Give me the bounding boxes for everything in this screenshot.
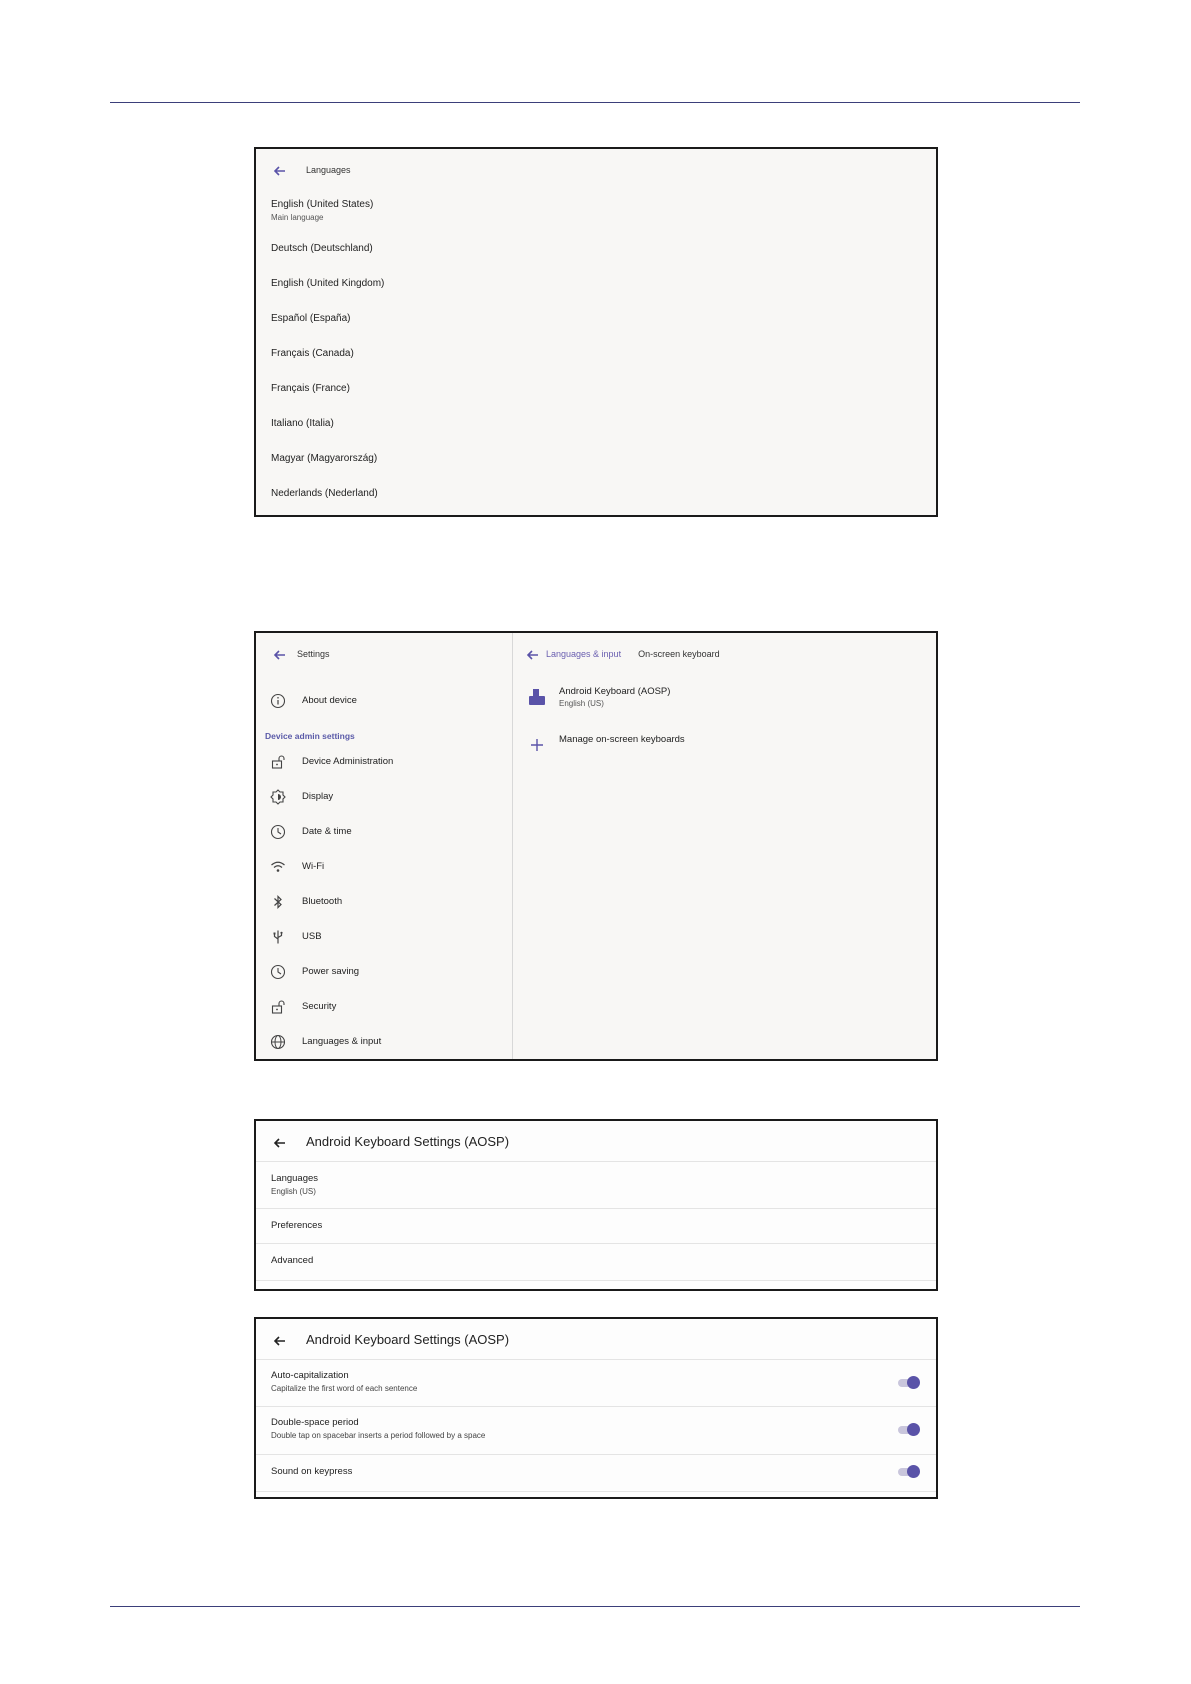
- usb-icon: [270, 929, 286, 945]
- keyboard-icon: [527, 687, 547, 707]
- sidebar-item-usb[interactable]: USB: [256, 923, 512, 953]
- keyboard-item[interactable]: Android Keyboard (AOSP) English (US): [513, 681, 936, 715]
- settings-sidebar: [256, 633, 513, 1059]
- clock-icon: [270, 964, 286, 980]
- settings-row-preferences[interactable]: Preferences: [256, 1208, 936, 1244]
- arrow-left-icon[interactable]: [523, 645, 543, 665]
- keyboard-preferences-screenshot: [254, 1317, 938, 1499]
- sidebar-item-date-time[interactable]: Date & time: [256, 818, 512, 848]
- language-list: [271, 199, 936, 517]
- keyboard-pane: [513, 633, 936, 1059]
- language-item[interactable]: Deutsch (Deutschland): [271, 243, 373, 254]
- manage-keyboards-item[interactable]: Manage on-screen keyboards: [513, 729, 936, 763]
- breadcrumb-current: On-screen keyboard: [638, 649, 720, 659]
- page-title: Languages: [306, 165, 351, 175]
- sidebar-item-bluetooth[interactable]: Bluetooth: [256, 888, 512, 918]
- bluetooth-icon: [270, 894, 286, 910]
- language-item[interactable]: Magyar (Magyarország): [271, 453, 378, 464]
- language-item[interactable]: Français (Canada): [271, 348, 354, 359]
- top-rule: [110, 102, 1080, 103]
- settings-screenshot: [254, 631, 938, 1061]
- toggle-thumb: [907, 1465, 920, 1478]
- settings-title: Settings: [297, 649, 330, 659]
- language-item[interactable]: Français (France): [271, 383, 350, 394]
- keyboard-settings-screenshot: [254, 1119, 938, 1291]
- plus-icon: [527, 735, 547, 755]
- settings-row-advanced[interactable]: Advanced: [256, 1243, 936, 1281]
- language-item[interactable]: Italiano (Italia): [271, 418, 334, 429]
- bottom-rule: [110, 1606, 1080, 1607]
- page-title: Android Keyboard Settings (AOSP): [306, 1332, 510, 1347]
- sidebar-item-display[interactable]: Display: [256, 783, 512, 813]
- globe-icon: [270, 1034, 286, 1050]
- sidebar-item-languages-input[interactable]: Languages & input: [256, 1028, 512, 1058]
- settings-row-double-space-period: Double-space period Double tap on spacebar inserts a period followed by a space: [256, 1406, 936, 1455]
- sidebar-item-security[interactable]: Security: [256, 993, 512, 1023]
- clock-icon: [270, 824, 286, 840]
- sidebar-item-device-administration[interactable]: Device Administration: [256, 748, 512, 778]
- toggle-thumb: [907, 1376, 920, 1389]
- languages-screenshot: [254, 147, 938, 517]
- settings-row-languages[interactable]: Languages English (US): [256, 1161, 936, 1209]
- sidebar-item-about[interactable]: About device: [256, 687, 512, 717]
- page-title: Android Keyboard Settings (AOSP): [306, 1134, 510, 1149]
- language-item[interactable]: Nederlands (Nederland): [271, 488, 378, 499]
- wifi-icon: [270, 859, 286, 875]
- breadcrumb-parent[interactable]: Languages & input: [546, 649, 622, 659]
- language-item[interactable]: Español (España): [271, 313, 351, 324]
- info-icon: [270, 693, 286, 709]
- arrow-left-icon[interactable]: [270, 161, 290, 181]
- language-item[interactable]: English (United Kingdom): [271, 278, 385, 289]
- sidebar-item-power-saving[interactable]: Power saving: [256, 958, 512, 988]
- double-space-period-toggle[interactable]: [898, 1423, 920, 1437]
- breadcrumb: [546, 649, 720, 659]
- unlock-icon: [270, 754, 286, 770]
- language-item[interactable]: English (United States) Main language: [271, 199, 374, 222]
- sidebar-item-wifi[interactable]: Wi-Fi: [256, 853, 512, 883]
- settings-row-auto-capitalization: Auto-capitalization Capitalize the first word of each sentence: [256, 1359, 936, 1407]
- settings-row-sound-on-keypress: Sound on keypress: [256, 1454, 936, 1492]
- section-label: Device admin settings: [265, 731, 355, 741]
- arrow-left-icon[interactable]: [270, 645, 290, 665]
- auto-capitalization-toggle[interactable]: [898, 1376, 920, 1390]
- unlock-icon: [270, 999, 286, 1015]
- arrow-left-icon[interactable]: [270, 1133, 290, 1153]
- brightness-icon: [270, 789, 286, 805]
- toggle-thumb: [907, 1423, 920, 1436]
- sound-on-keypress-toggle[interactable]: [898, 1465, 920, 1479]
- arrow-left-icon[interactable]: [270, 1331, 290, 1351]
- languages-header: [256, 149, 936, 189]
